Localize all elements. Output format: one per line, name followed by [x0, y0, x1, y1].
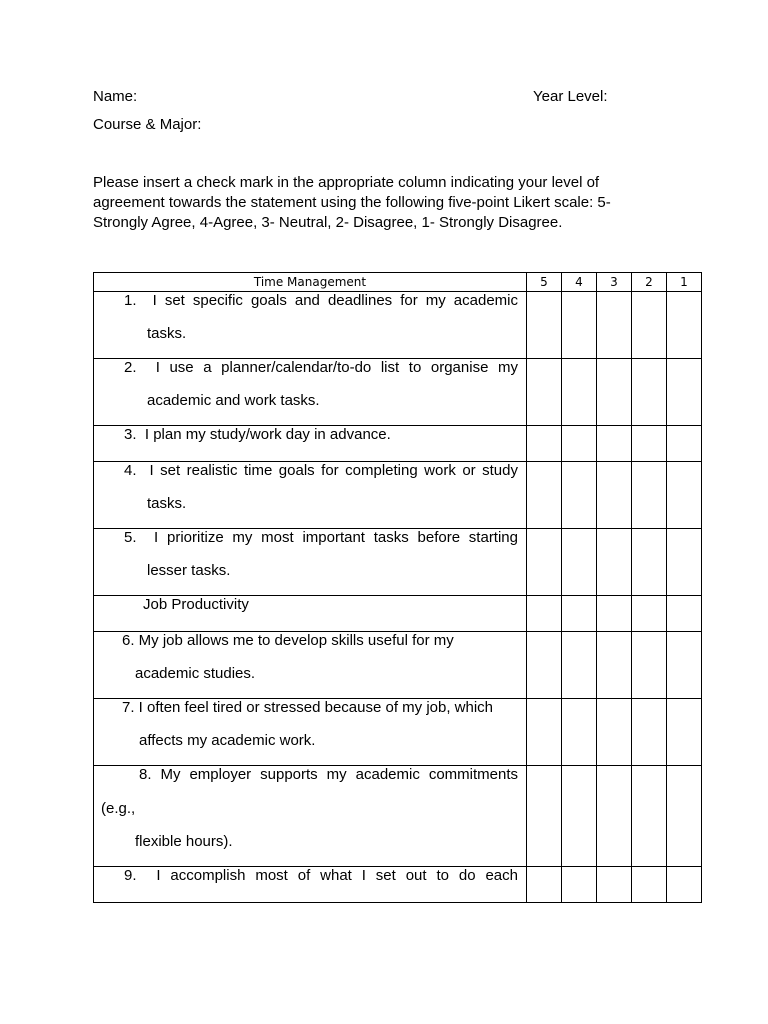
table-row: [94, 462, 702, 529]
rating-cell-3[interactable]: [597, 462, 632, 529]
rating-cell-5[interactable]: [527, 632, 562, 699]
statement-line: I use a planner/calendar/to-do list to organise my: [155, 359, 518, 376]
rating-cell-3[interactable]: [597, 867, 632, 903]
rating-cell-1[interactable]: [667, 529, 702, 596]
statement-line: I plan my study/work day in advance.: [144, 426, 391, 443]
rating-cell-2[interactable]: [632, 292, 667, 359]
statement-line: academic studies.: [135, 665, 256, 682]
scale-4-header: 4: [562, 273, 597, 292]
rating-cell-1[interactable]: [667, 359, 702, 426]
rating-cell-1[interactable]: [667, 426, 702, 462]
rating-cell-3[interactable]: [597, 292, 632, 359]
rating-cell-5[interactable]: [527, 292, 562, 359]
scale-2-header: 2: [632, 273, 667, 292]
name-label: Name:: [93, 88, 138, 105]
year-level-label: Year Level:: [533, 88, 608, 105]
statement-cell: [94, 426, 527, 462]
item-number: 2.: [124, 359, 137, 376]
statement-cell: [94, 292, 527, 359]
statement-line: I set realistic time goals for completing work or study: [149, 462, 518, 479]
rating-cell-2[interactable]: [632, 699, 667, 766]
statement-line: flexible hours).: [135, 833, 233, 850]
statement-cell: [94, 462, 527, 529]
section-title-cell: [94, 596, 527, 632]
table-header-row: [94, 273, 702, 292]
table-row: [94, 292, 702, 359]
rating-cell-1[interactable]: [667, 766, 702, 867]
item-number: 1.: [124, 292, 137, 309]
rating-cell-5[interactable]: [527, 359, 562, 426]
scale-5-header: 5: [527, 273, 562, 292]
rating-cell-2[interactable]: [632, 867, 667, 903]
likert-table: [93, 272, 702, 903]
rating-cell-2: [632, 596, 667, 632]
rating-cell-4[interactable]: [562, 462, 597, 529]
rating-cell-1[interactable]: [667, 632, 702, 699]
instructions-text: Please insert a check mark in the appropriate column indicating your level of agreement towards the statement using the following five-point Likert scale: 5- Strongly Agree, 4-Agree, 3- Neutral, 2- Disagree, 1- Strongly Disagree.: [93, 174, 611, 231]
statement-line: I prioritize my most important tasks before starting: [154, 529, 518, 546]
statement-line: tasks.: [147, 325, 187, 342]
rating-cell-3[interactable]: [597, 632, 632, 699]
item-number: 9.: [124, 867, 137, 884]
scale-1-header: 1: [667, 273, 702, 292]
statement-cell: [94, 766, 527, 867]
rating-cell-4[interactable]: [562, 359, 597, 426]
table-row: [94, 426, 702, 462]
rating-cell-2[interactable]: [632, 529, 667, 596]
table-row: [94, 699, 702, 766]
table-row: [94, 632, 702, 699]
section-title-time-management: Time Management: [94, 273, 527, 292]
rating-cell-4: [562, 596, 597, 632]
statement-cell: [94, 529, 527, 596]
rating-cell-4[interactable]: [562, 529, 597, 596]
rating-cell-5[interactable]: [527, 426, 562, 462]
statement-line: tasks.: [147, 495, 187, 512]
rating-cell-4[interactable]: [562, 699, 597, 766]
rating-cell-4[interactable]: [562, 632, 597, 699]
rating-cell-4[interactable]: [562, 867, 597, 903]
rating-cell-2[interactable]: [632, 359, 667, 426]
statement-line: affects my academic work.: [139, 732, 316, 749]
item-number: 5.: [124, 529, 137, 546]
statement-cell: [94, 699, 527, 766]
rating-cell-1: [667, 596, 702, 632]
rating-cell-3[interactable]: [597, 426, 632, 462]
rating-cell-5[interactable]: [527, 529, 562, 596]
rating-cell-5[interactable]: [527, 766, 562, 867]
table-row: [94, 766, 702, 867]
statement-line: I set specific goals and deadlines for my academic: [152, 292, 518, 309]
rating-cell-4[interactable]: [562, 426, 597, 462]
scale-3-header: 3: [597, 273, 632, 292]
statement-line: 6. My job allows me to develop skills useful for my: [122, 632, 454, 649]
statement-line: academic and work tasks.: [147, 392, 320, 409]
rating-cell-3: [597, 596, 632, 632]
statement-line: 8. My employer supports my academic commitments: [139, 766, 518, 783]
rating-cell-5[interactable]: [527, 699, 562, 766]
rating-cell-1[interactable]: [667, 292, 702, 359]
rating-cell-3[interactable]: [597, 766, 632, 867]
statement-line: 7. I often feel tired or stressed because of my job, which: [122, 699, 494, 716]
rating-cell-1[interactable]: [667, 867, 702, 903]
table-row: [94, 359, 702, 426]
rating-cell-1[interactable]: [667, 462, 702, 529]
rating-cell-2[interactable]: [632, 766, 667, 867]
statement-cell: [94, 867, 527, 903]
section-row: [94, 596, 702, 632]
statement-line: (e.g.,: [101, 800, 136, 817]
statement-line: lesser tasks.: [147, 562, 231, 579]
rating-cell-2[interactable]: [632, 632, 667, 699]
rating-cell-5[interactable]: [527, 867, 562, 903]
rating-cell-3[interactable]: [597, 699, 632, 766]
table-row: [94, 529, 702, 596]
course-major-label: Course & Major:: [93, 116, 202, 133]
rating-cell-5[interactable]: [527, 462, 562, 529]
section-title-job-productivity: Job Productivity: [143, 596, 249, 613]
rating-cell-3[interactable]: [597, 529, 632, 596]
statement-cell: [94, 359, 527, 426]
statement-line: I accomplish most of what I set out to do each: [156, 867, 518, 884]
rating-cell-4[interactable]: [562, 766, 597, 867]
rating-cell-3[interactable]: [597, 359, 632, 426]
rating-cell-5: [527, 596, 562, 632]
statement-cell: [94, 632, 527, 699]
rating-cell-2[interactable]: [632, 426, 667, 462]
rating-cell-1[interactable]: [667, 699, 702, 766]
rating-cell-2[interactable]: [632, 462, 667, 529]
item-number: 3.: [124, 426, 137, 443]
rating-cell-4[interactable]: [562, 292, 597, 359]
table-row: [94, 867, 702, 903]
item-number: 4.: [124, 462, 137, 479]
